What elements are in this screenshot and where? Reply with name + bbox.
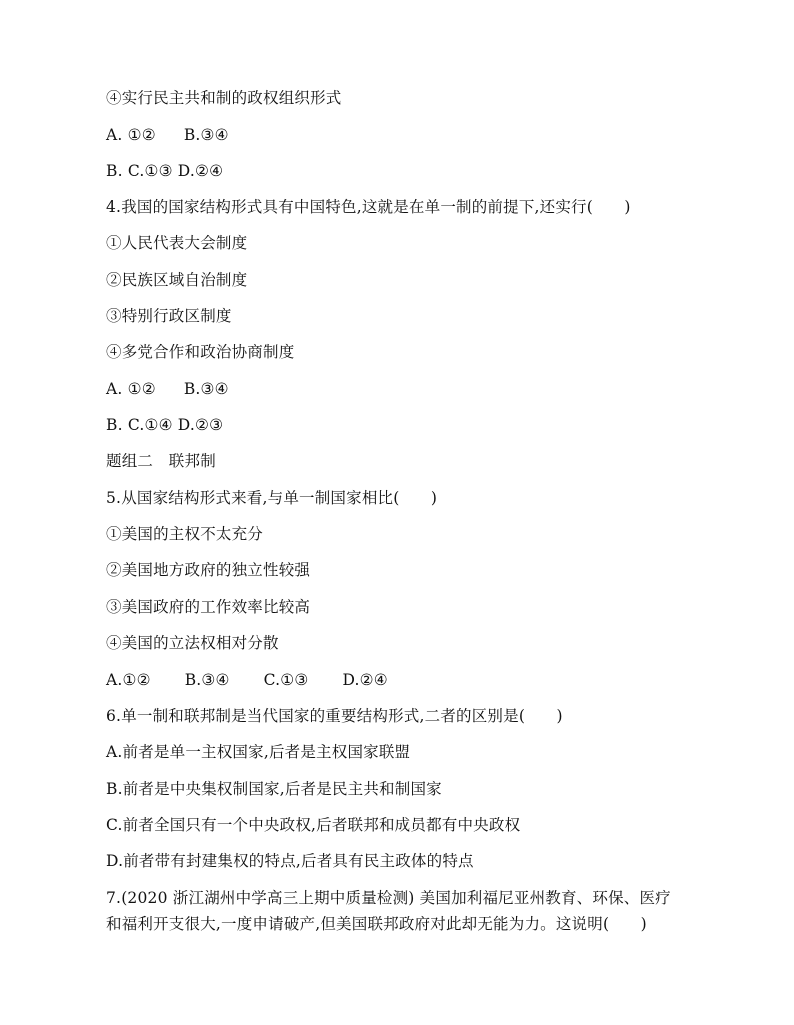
choice-d: D.②④: [342, 671, 388, 689]
choice-b: B.③④: [184, 671, 230, 689]
choice-row-q4-ab: [106, 379, 229, 399]
option-line-q5-1: ①美国的主权不太充分: [106, 525, 264, 543]
choice-q6-a: A.前者是单一主权国家,后者是主权国家联盟: [106, 743, 411, 761]
option-line-q4-1: ①人民代表大会制度: [106, 234, 248, 252]
choice-a: A. ①②: [106, 126, 156, 144]
option-line-q4-3: ③特别行政区制度: [106, 307, 232, 325]
choice-a: A. ①②: [106, 380, 156, 398]
question-4: 4.我国的国家结构形式具有中国特色,这就是在单一制的前提下,还实行( ): [106, 198, 631, 216]
question-7-line-2: 和福利开支很大,一度申请破产,但美国联邦政府对此却无能为力。这说明( ): [106, 915, 647, 933]
question-7-line-1: 7.(2020 浙江湖州中学高三上期中质量检测) 美国加利福尼亚州教育、环保、医疗: [106, 889, 671, 907]
choice-q6-b: B.前者是中央集权制国家,后者是民主共和制国家: [106, 780, 442, 798]
section-heading: 题组二 联邦制: [106, 452, 216, 470]
choice-q6-d: D.前者带有封建集权的特点,后者具有民主政体的特点: [106, 852, 474, 870]
choice-row-q3-ab: [106, 125, 229, 145]
choice-b: B.③④: [183, 126, 229, 144]
choice-row-q4-cd: B. C.①④ D.②③: [106, 416, 224, 434]
choice-a: A.①②: [106, 671, 151, 689]
choice-b: B.③④: [183, 380, 229, 398]
choice-q6-c: C.前者全国只有一个中央政权,后者联邦和成员都有中央政权: [106, 816, 521, 834]
option-line-q5-3: ③美国政府的工作效率比较高: [106, 598, 311, 616]
option-line-q5-4: ④美国的立法权相对分散: [106, 634, 279, 652]
choice-c: C.①③: [263, 671, 309, 689]
option-line-q4-2: ②民族区域自治制度: [106, 271, 248, 289]
option-line-q4-4: ④多党合作和政治协商制度: [106, 343, 295, 361]
question-6: 6.单一制和联邦制是当代国家的重要结构形式,二者的区别是( ): [106, 707, 563, 725]
option-line-q3-4: ④实行民主共和制的政权组织形式: [106, 89, 342, 107]
option-line-q5-2: ②美国地方政府的独立性较强: [106, 561, 311, 579]
choice-row-q3-cd: B. C.①③ D.②④: [106, 162, 224, 180]
question-5: 5.从国家结构形式来看,与单一制国家相比( ): [106, 489, 438, 507]
choice-row-q5: [106, 670, 388, 690]
